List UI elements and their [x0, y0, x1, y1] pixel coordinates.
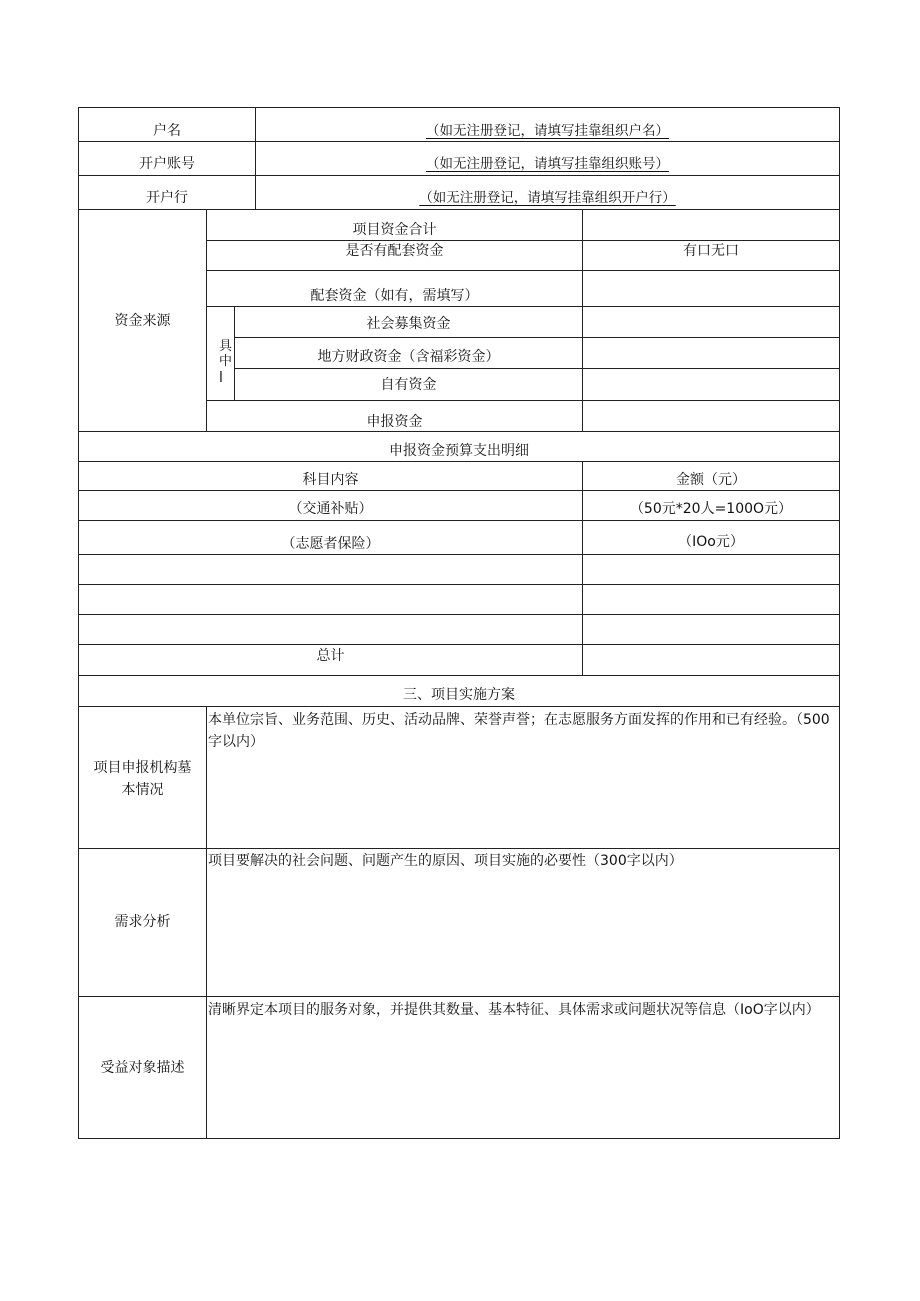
account-number-label: 开户账号 — [139, 156, 195, 172]
account-number-hint: （如无注册登记，请填写挂靠组织账号） — [426, 156, 669, 172]
bank-label: 开户行 — [146, 190, 188, 206]
budget-col-item: 科目内容 — [302, 472, 359, 488]
table-rule — [78, 107, 79, 1139]
table-rule — [78, 175, 840, 176]
own-funds-label: 自有资金 — [380, 377, 437, 393]
table-rule — [78, 520, 840, 521]
table-rule — [839, 107, 840, 1139]
budget-row-item: （交通补贴） — [288, 501, 373, 517]
table-rule — [78, 209, 840, 210]
table-rule — [78, 706, 840, 707]
table-rule — [582, 461, 583, 675]
table-rule — [234, 368, 840, 369]
needs-analysis-text: 项目要解决的社会问题、问题产生的原因、项目实施的必要性（300字以内） — [208, 853, 683, 869]
local-funds-label: 地方财政资金（含福彩资金） — [317, 349, 500, 365]
table-rule — [206, 400, 840, 401]
budget-row-item: （志愿者保险） — [281, 536, 380, 552]
plan-title: 三、项目实施方案 — [403, 687, 515, 703]
org-info-text: 本单位宗旨、业务范围、历史、活动品牌、荣誉声誉；在志愿服务方面发挥的作用和已有经验。（500字以内） — [208, 712, 830, 750]
table-rule — [78, 614, 840, 615]
has-matching-value: 有口无口 — [683, 243, 739, 259]
table-rule — [78, 1138, 840, 1139]
beneficiary-label: 受益对象描述 — [100, 1060, 185, 1076]
beneficiary-text: 清晰界定本项目的服务对象，并提供其数量、基本特征、具体需求或问题状况等信息（IoO字以内） — [208, 1002, 820, 1018]
org-info-label-2: 本情况 — [121, 782, 164, 798]
funding-total-label: 项目资金合计 — [352, 222, 437, 238]
table-rule — [78, 431, 840, 432]
sub-items-label: 具中 — [219, 339, 233, 369]
bank-hint: （如无注册登记，请填写挂靠组织开户行） — [419, 190, 676, 206]
table-rule — [206, 270, 840, 271]
org-info-label: 项目申报机构墓 — [93, 760, 192, 776]
table-rule — [78, 461, 840, 462]
table-rule — [78, 644, 840, 645]
table-rule — [78, 490, 840, 491]
budget-col-amount: 金额（元） — [676, 472, 746, 488]
funding-section-label: 资金来源 — [114, 313, 171, 329]
social-funds-label: 社会募集资金 — [366, 316, 451, 332]
account-name-label: 户名 — [153, 123, 181, 139]
account-name-hint: （如无注册登记，请填写挂靠组织户名） — [426, 123, 669, 139]
table-rule — [206, 240, 840, 241]
table-rule — [234, 337, 840, 338]
budget-row-amount: （IOo元） — [678, 534, 744, 550]
table-rule — [78, 554, 840, 555]
applied-funds-label: 申报资金 — [366, 414, 423, 430]
sub-items-mark: l — [219, 370, 223, 386]
has-matching-label: 是否有配套资金 — [345, 243, 444, 259]
table-rule — [78, 675, 840, 676]
table-rule — [78, 584, 840, 585]
budget-row-amount: （50元*20人=100O元） — [629, 501, 793, 517]
table-rule — [78, 996, 840, 997]
needs-analysis-label: 需求分析 — [114, 914, 171, 930]
table-rule — [78, 141, 840, 142]
table-rule — [78, 107, 840, 108]
table-rule — [206, 306, 840, 307]
matching-funds-label: 配套资金（如有，需填写） — [310, 288, 479, 304]
table-rule — [78, 848, 840, 849]
table-rule — [206, 706, 207, 1138]
budget-total-label: 总计 — [316, 648, 345, 664]
budget-title: 申报资金预算支出明细 — [389, 443, 529, 459]
